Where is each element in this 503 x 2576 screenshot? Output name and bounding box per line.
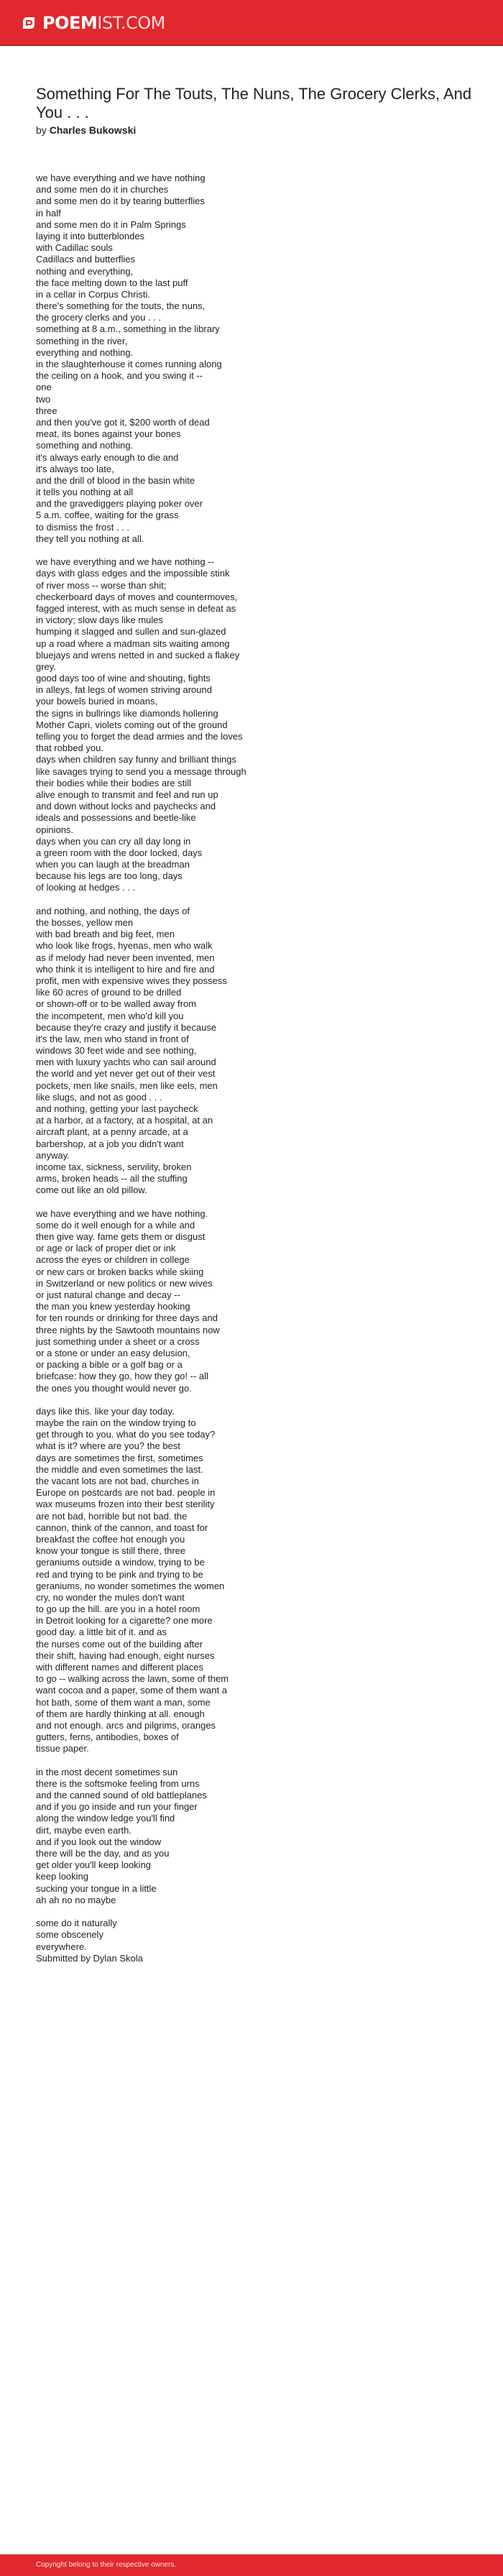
poem-line: three nights by the Sawtooth mountains now: [36, 1324, 220, 1335]
poem-line: or new cars or broken backs while skiing: [36, 1266, 204, 1277]
logo-wordmark: [42, 13, 165, 33]
poem-line: and down without locks and paychecks and: [36, 801, 216, 812]
poem-line: wax museums frozen into their best sterility: [36, 1499, 215, 1510]
poem-stanza: [36, 172, 474, 545]
poem-line: humping it slagged and sullen and sun-glazed: [36, 626, 226, 638]
poem-line: the bosses, yellow men: [36, 917, 134, 928]
poem-line: what is it? where are you? the best: [36, 1440, 180, 1452]
footer-copyright: Copyright belong to their respective owners.: [36, 2561, 177, 2569]
poem-stanza: [36, 1406, 474, 1755]
poem-line: the ceiling on a hook, and you swing it --: [36, 370, 203, 382]
poem-line: and then you've got it, $200 worth of dead: [36, 416, 210, 428]
poem-article: [36, 85, 474, 1964]
poem-line: there's something for the touts, the nuns,: [36, 300, 206, 312]
poem-line: that robbed you.: [36, 742, 103, 754]
poem-line: telling you to forget the dead armies and the loves: [36, 731, 243, 742]
poem-line: pockets, men like snails, men like eels, men: [36, 1080, 218, 1091]
poem-line: profit, men with expensive wives they possess: [36, 975, 227, 986]
poem-line: one: [36, 382, 52, 393]
poem-line: across the eyes or children in college: [36, 1254, 190, 1266]
poem-line: three: [36, 405, 57, 416]
poem-line: checkerboard days of moves and countermoves,: [36, 591, 238, 602]
poem-line: breakfast the coffee hot enough you: [36, 1533, 185, 1545]
poemist-logo-icon: [21, 15, 37, 31]
poem-line: Europe on postcards are not bad. people in: [36, 1487, 216, 1499]
poem-line: and the drill of blood in the basin white: [36, 474, 195, 486]
poem-line: geraniums outside a window, trying to be: [36, 1557, 205, 1568]
poem-line: bluejays and wrens netted in and sucked a flakey: [36, 649, 240, 661]
poem-line: and the gravediggers playing poker over: [36, 498, 203, 510]
poem-line: cannon, think of the cannon, and toast for: [36, 1522, 208, 1533]
poem-line: their shift, having had enough, eight nurses: [36, 1650, 215, 1661]
poem-line: for ten rounds or drinking for three days and: [36, 1312, 218, 1324]
poem-line: two: [36, 393, 51, 405]
poem-line: fagged interest, with as much sense in defeat as: [36, 602, 236, 614]
poem-line: or shown-off or to be walled away from: [36, 998, 197, 1010]
poem-line: it's always early enough to die and: [36, 451, 179, 463]
poem-line: Cadillacs and butterflies: [36, 254, 136, 265]
poem-line: everywhere.: [36, 1941, 87, 1952]
poem-line: with bad breath and big feet, men: [36, 929, 175, 940]
site-logo[interactable]: [21, 13, 165, 33]
poem-line: or just natural change and decay --: [36, 1289, 180, 1300]
poem-line: because his legs are too long, days: [36, 870, 183, 882]
poem-title: Something For The Touts, The Nuns, The Grocery Clerks, And You . . .: [36, 85, 472, 121]
poem-line: it's the law, men who stand in front of: [36, 1033, 189, 1044]
poem-line: gutters, ferns, antibodies, boxes of: [36, 1731, 179, 1743]
poem-line: your bowels buried in moans,: [36, 696, 158, 707]
poem-line: there is the softsmoke feeling from urns: [36, 1777, 200, 1789]
logo-text-bold: POEM: [42, 13, 98, 33]
poem-line: the world and yet never get out of their vest: [36, 1068, 216, 1080]
poem-line: something at 8 a.m., something in the library: [36, 323, 220, 335]
poem-line: meat, its bones against your bones: [36, 428, 181, 440]
poem-stanza: [36, 906, 474, 1197]
poem-line: get through to you. what do you see today?: [36, 1429, 216, 1440]
poem-line: because they're crazy and justify it because: [36, 1021, 217, 1033]
poem-line: something and nothing.: [36, 440, 134, 451]
poem-line: laying it into butterblondes: [36, 230, 145, 242]
poem-line: aircraft plant, at a penny arcade, at a: [36, 1126, 188, 1138]
poem-line: in Switzerland or new politics or new wives: [36, 1277, 213, 1289]
poem-line: are not bad, horrible but not bad. the: [36, 1510, 188, 1522]
site-footer: [0, 2554, 503, 2576]
poem-stanza: [36, 1208, 474, 1394]
poem-line: when you can laugh at the breadman: [36, 859, 190, 870]
poem-line: the ones you thought would never go.: [36, 1382, 192, 1394]
poem-line: and if you go inside and run your finger: [36, 1801, 198, 1813]
poem-line: and nothing, and nothing, the days of: [36, 905, 190, 916]
poem-line: income tax, sickness, servility, broken: [36, 1161, 192, 1172]
poem-line: some obscenely: [36, 1929, 103, 1941]
poem-line: the grocery clerks and you . . .: [36, 312, 162, 323]
poem-line: some do it naturally: [36, 1918, 117, 1929]
poem-line: there will be the day, and as you: [36, 1848, 170, 1859]
poem-line: want cocoa and a paper, some of them want a: [36, 1685, 227, 1696]
poem-line: at a harbor, at a factory, at a hospital, at an: [36, 1115, 213, 1126]
site-header: [0, 0, 503, 45]
poem-line: of river moss -- worse than shit;: [36, 579, 167, 591]
poem-line: anyway.: [36, 1149, 70, 1161]
poem-line: in alleys, fat legs of women striving around: [36, 684, 212, 696]
poem-line: sucking your tongue in a little: [36, 1882, 157, 1894]
poem-line: up a road where a madman sits waiting among: [36, 638, 230, 649]
poem-line: we have everything and we have nothing --: [36, 556, 214, 568]
poem-line: in half: [36, 207, 61, 218]
poem-stanza: [36, 1767, 474, 1906]
poem-line: dirt, maybe even earth.: [36, 1824, 131, 1836]
poem-line: and some men do it by tearing butterflies: [36, 196, 205, 207]
poem-line: some do it well enough for a while and: [36, 1219, 195, 1230]
poem-line: like slugs, and not as good . . .: [36, 1091, 162, 1103]
poem-line: and if you look out the window: [36, 1836, 162, 1847]
poem-line: days with glass edges and the impossible stink: [36, 568, 230, 579]
poem-line: geraniums, no wonder sometimes the women: [36, 1580, 225, 1591]
poem-line: the vacant lots are not bad, churches in: [36, 1476, 199, 1486]
poem-line: good day. a little bit of it. and as: [36, 1627, 167, 1638]
poem-line: something in the river,: [36, 335, 128, 346]
poem-line: a green room with the door locked, days: [36, 847, 203, 858]
poem-line: of looking at hedges . . .: [36, 882, 136, 893]
poem-line: along the window ledge you'll find: [36, 1813, 175, 1824]
poem-line: red and trying to be pink and trying to be: [36, 1568, 203, 1580]
submitted-by: Submitted by Dylan Skola: [36, 1952, 143, 1964]
poem-line: as if melody had never been invented, men: [36, 952, 215, 963]
poem-line: then give way. fame gets them or disgust: [36, 1231, 206, 1243]
poem-line: like 60 acres of ground to be drilled: [36, 987, 182, 998]
poem-line: with different names and different places: [36, 1662, 203, 1673]
poem-line: ideals and possessions and beetle-like: [36, 812, 196, 824]
poem-line: or age or lack of proper diet or ink: [36, 1243, 176, 1254]
poem-line: like savages trying to send you a message through: [36, 765, 246, 777]
poem-stanza: [36, 556, 474, 893]
poem-line: everything and nothing.: [36, 346, 134, 358]
logo-text-light: IST.COM: [97, 13, 165, 33]
poem-line: alive enough to transmit and feel and run up: [36, 788, 218, 800]
poem-line: or packing a bible or a golf bag or a: [36, 1359, 183, 1371]
poem-line: hot bath, some of them want a man, some: [36, 1696, 211, 1708]
poem-line: opinions.: [36, 824, 74, 835]
poem-line: maybe the rain on the window trying to: [36, 1417, 196, 1429]
poem-line: who think it is intelligent to hire and fire and: [36, 963, 215, 975]
poem-line: nothing and everything,: [36, 265, 134, 277]
poem-line: the nurses come out of the building after: [36, 1638, 203, 1650]
poem-line: the man you knew yesterday hooking: [36, 1301, 190, 1312]
poem-line: good days too of wine and shouting, fights: [36, 673, 211, 684]
poem-line: the middle and even sometimes the last.: [36, 1463, 203, 1475]
poem-line: barbershop, at a job you didn't want: [36, 1138, 184, 1149]
poem-line: in the most decent sometimes sun: [36, 1766, 178, 1777]
poem-line: we have everything and we have nothing.: [36, 1208, 208, 1219]
poem-line: briefcase: how they go, how they go! -- all: [36, 1371, 208, 1382]
byline-label: by: [36, 124, 47, 136]
poem-body: [36, 172, 474, 1964]
poem-line: windows 30 feet wide and see nothing,: [36, 1045, 197, 1057]
poem-line: with Cadillac souls: [36, 242, 113, 254]
poem-line: who look like frogs, hyenas, men who walk: [36, 940, 213, 952]
author-link[interactable]: Charles Bukowski: [49, 124, 137, 136]
poem-line: and the canned sound of old battleplanes: [36, 1790, 207, 1801]
poem-line: in Detroit looking for a cigarette? one more: [36, 1615, 213, 1627]
poem-line: to go up the hill. are you in a hotel room: [36, 1604, 200, 1615]
poem-line: of them are hardly thinking at all. enough: [36, 1708, 205, 1719]
poem-line: the signs in bullrings like diamonds hollering: [36, 707, 218, 719]
poem-line: days like this. like your day today.: [36, 1405, 175, 1417]
poem-line: and some men do it in churches: [36, 184, 169, 196]
poem-line: or a stone or under an easy delusion,: [36, 1347, 190, 1358]
poem-line: in a cellar in Corpus Christi.: [36, 288, 150, 300]
poem-byline: [36, 124, 474, 137]
poem-line: cry, no wonder the mules don't want: [36, 1591, 185, 1603]
poem-line: we have everything and we have nothing: [36, 172, 206, 183]
poem-line: days when children say funny and brilliant things: [36, 754, 236, 765]
poem-line: grey.: [36, 661, 56, 672]
poem-line: days when you can cry all day long in: [36, 835, 191, 847]
poem-line: in victory; slow days like mules: [36, 615, 163, 626]
poem-stanza: [36, 1918, 474, 1964]
poem-line: and nothing, getting your last paycheck: [36, 1103, 198, 1114]
poem-line: keep looking: [36, 1871, 88, 1882]
poem-line: it tells you nothing at all: [36, 487, 134, 498]
poem-line: to dismiss the frost . . .: [36, 521, 130, 533]
poem-line: to go -- walking across the lawn, some of them: [36, 1673, 229, 1685]
poem-line: in the slaughterhouse it comes running along: [36, 359, 222, 369]
poem-line: men with luxury yachts who can sail around: [36, 1057, 216, 1068]
poem-line: know your tongue is still there, three: [36, 1545, 186, 1557]
poem-line: it's always too late,: [36, 463, 114, 474]
poem-line: arms, broken heads -- all the stuffing: [36, 1173, 188, 1184]
poem-line: and not enough. arcs and pilgrims, oranges: [36, 1719, 216, 1731]
poem-line: they tell you nothing at all.: [36, 533, 144, 544]
poem-line: Mother Capri, violets coming out of the ground: [36, 719, 228, 730]
poem-line: 5 a.m. coffee, waiting for the grass: [36, 510, 179, 521]
poem-line: the face melting down to the last puff: [36, 277, 188, 288]
poem-line: get older you'll keep looking: [36, 1859, 152, 1871]
poem-line: ah ah no no maybe: [36, 1894, 116, 1905]
header-divider: [0, 45, 503, 46]
poem-line: and some men do it in Palm Springs: [36, 218, 186, 230]
poem-line: their bodies while their bodies are still: [36, 777, 192, 788]
poem-line: come out like an old pillow.: [36, 1184, 147, 1196]
poem-line: tissue paper.: [36, 1743, 89, 1754]
poem-line: the incompetent, men who'd kill you: [36, 1010, 184, 1021]
poem-line: just something under a sheet or a cross: [36, 1335, 200, 1347]
poem-line: days are sometimes the first, sometimes: [36, 1452, 203, 1463]
